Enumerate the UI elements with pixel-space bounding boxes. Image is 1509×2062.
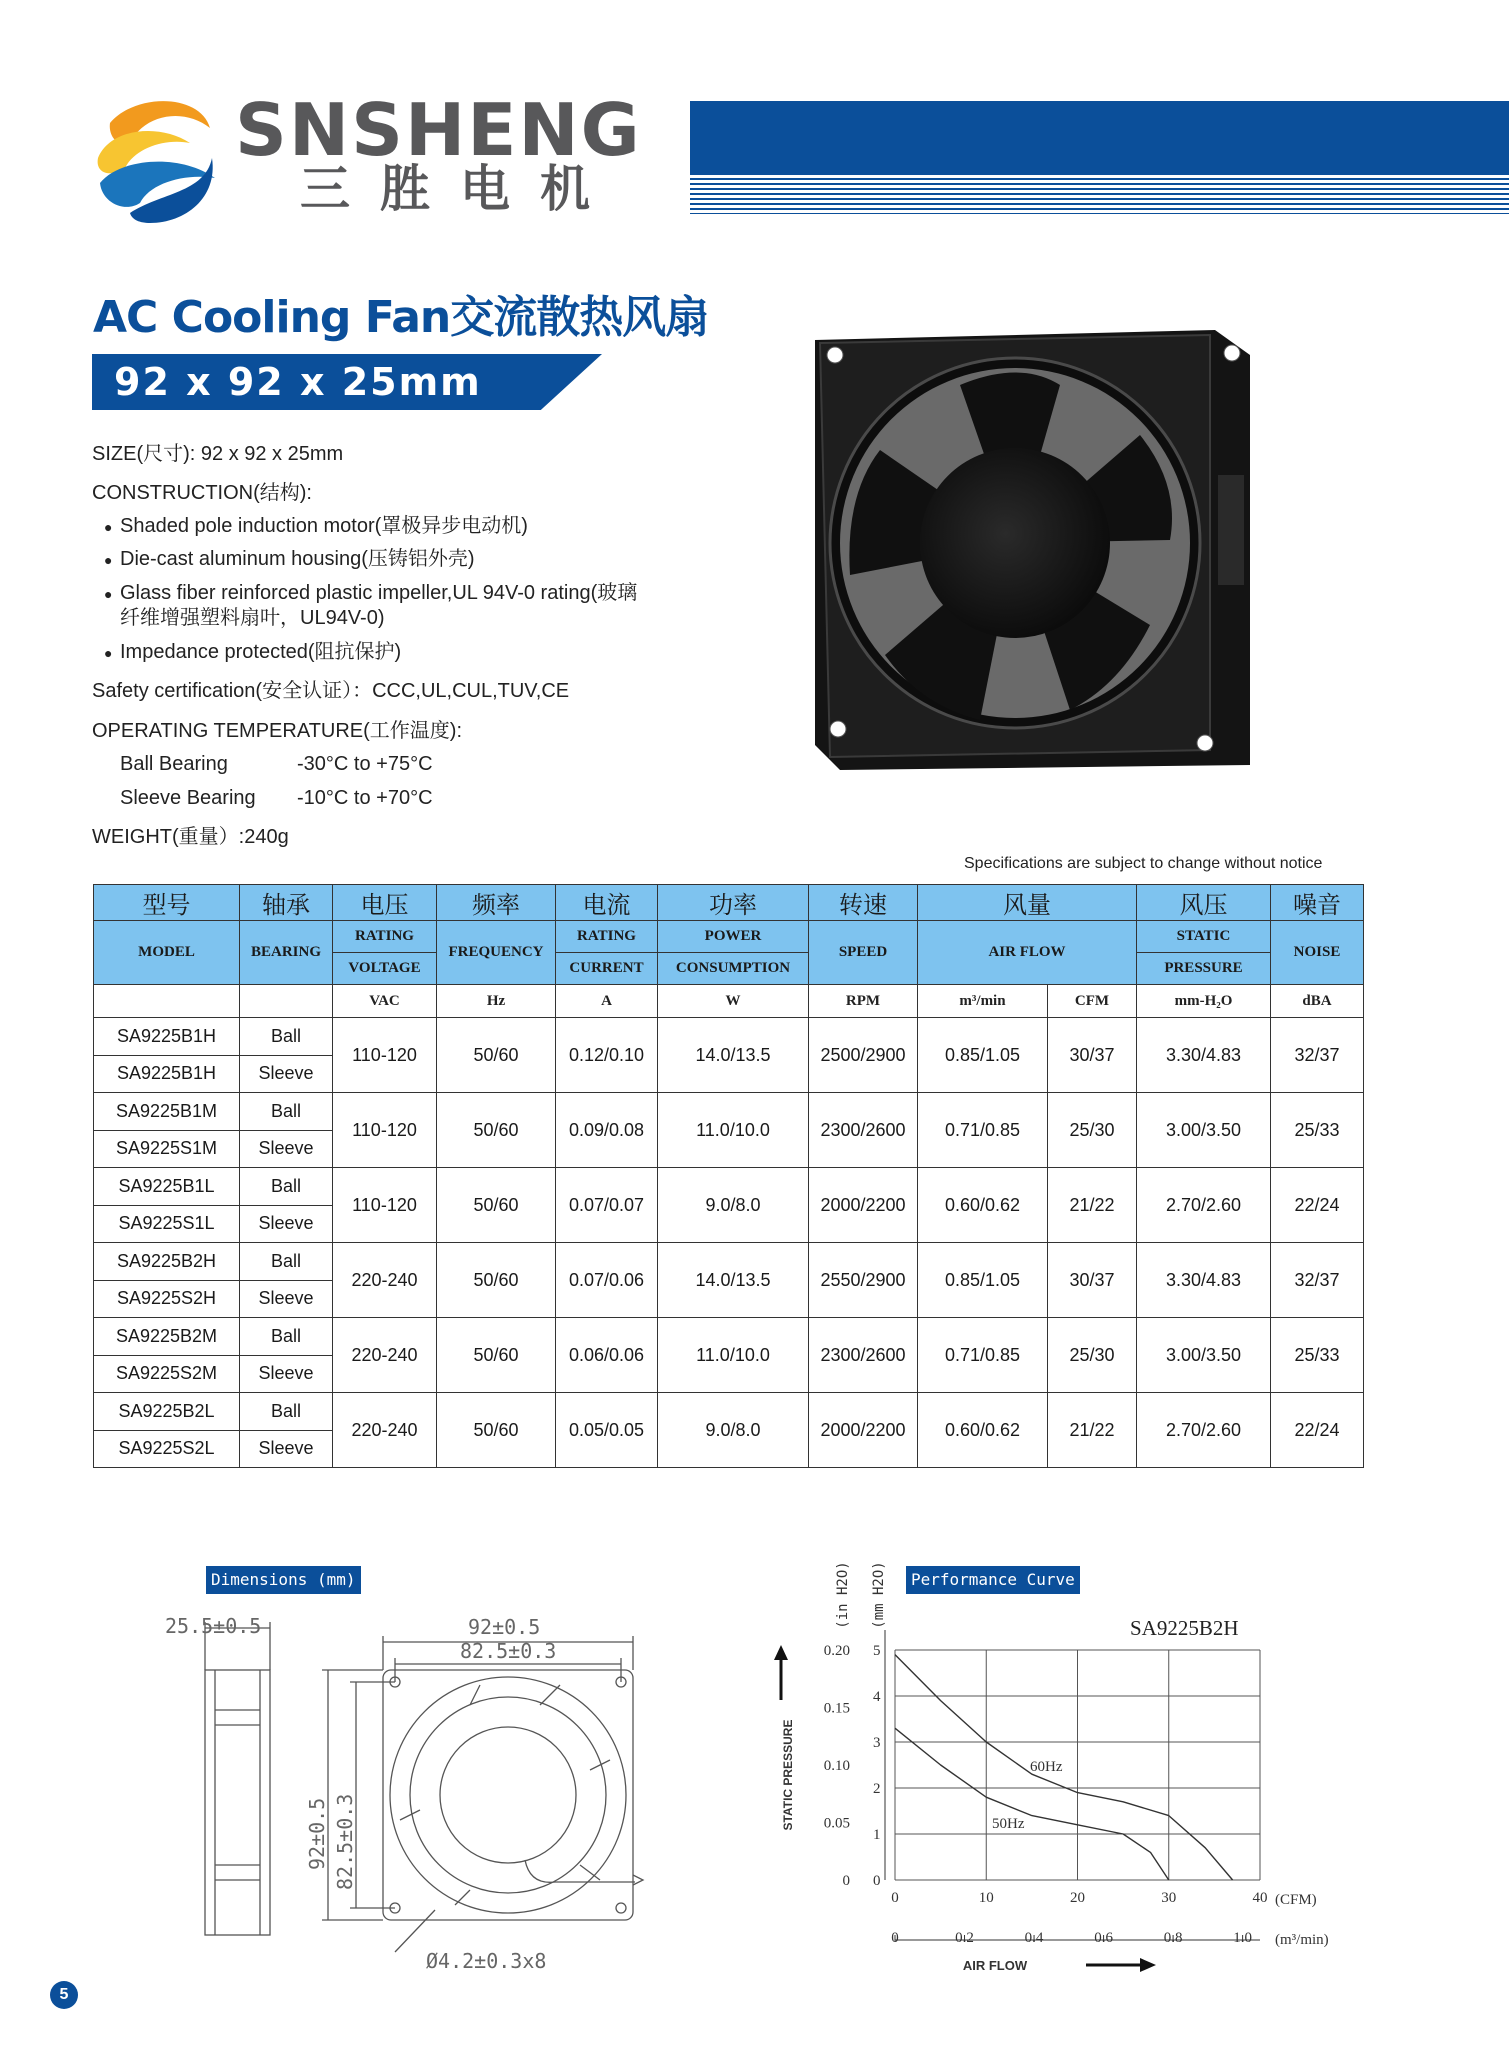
unit-cell: Hz bbox=[437, 985, 556, 1018]
unit-cell bbox=[94, 985, 240, 1018]
header-power-1: POWER bbox=[658, 921, 809, 953]
speed-cell: 2300/2600 bbox=[809, 1318, 918, 1393]
header-cn-bearing: 轴承 bbox=[240, 885, 333, 921]
model-cell: SA9225B2H bbox=[94, 1243, 240, 1281]
bearing-cell: Sleeve bbox=[240, 1280, 333, 1318]
size-banner-text: 92 x 92 x 25mm bbox=[114, 360, 482, 404]
pressure-cell: 3.30/4.83 bbox=[1137, 1018, 1271, 1093]
x-axis-title: AIR FLOW bbox=[962, 1958, 1028, 1973]
y-tick-in: 0.10 bbox=[823, 1758, 850, 1774]
unit-cell bbox=[240, 985, 333, 1018]
curve-60-label: 60Hz bbox=[1030, 1759, 1063, 1775]
x-tick-m3: 0 bbox=[891, 1930, 899, 1946]
unit-cell: m³/min bbox=[918, 985, 1048, 1018]
y-tick-in: 0.05 bbox=[823, 1815, 850, 1832]
header-voltage-1: RATING bbox=[333, 921, 437, 953]
header-cn-frequency: 频率 bbox=[437, 885, 556, 921]
power-cell: 14.0/13.5 bbox=[658, 1018, 809, 1093]
voltage-cell: 220-240 bbox=[333, 1393, 437, 1468]
unit-cell: W bbox=[658, 985, 809, 1018]
ball-bearing-value: -30°C to +75°C bbox=[297, 753, 433, 775]
table-row bbox=[94, 1318, 1364, 1356]
airflow-cfm-cell: 25/30 bbox=[1048, 1093, 1137, 1168]
bearing-cell: Ball bbox=[240, 1168, 333, 1206]
y-tick-mm: 4 bbox=[873, 1689, 881, 1705]
header-cn-model: 型号 bbox=[94, 885, 240, 921]
power-cell: 9.0/8.0 bbox=[658, 1168, 809, 1243]
dim-width-outer: 92±0.5 bbox=[468, 1615, 541, 1639]
unit-cell: VAC bbox=[333, 985, 437, 1018]
speed-cell: 2550/2900 bbox=[809, 1243, 918, 1318]
bearing-cell: Sleeve bbox=[240, 1055, 333, 1093]
current-cell: 0.06/0.06 bbox=[556, 1318, 658, 1393]
curve-50-label: 50Hz bbox=[992, 1816, 1025, 1832]
model-cell: SA9225S1M bbox=[94, 1130, 240, 1168]
bullet-item: ● Impedance protected(阻抗保护) bbox=[120, 639, 401, 665]
y-tick-mm: 3 bbox=[873, 1735, 881, 1751]
dim-height-inner: 82.5±0.3 bbox=[333, 1793, 357, 1890]
brand-name: SNSHENG bbox=[235, 88, 642, 172]
header-power-2: CONSUMPTION bbox=[658, 953, 809, 985]
cfm-unit: (CFM) bbox=[1275, 1892, 1317, 1908]
noise-cell: 32/37 bbox=[1271, 1018, 1364, 1093]
noise-cell: 22/24 bbox=[1271, 1168, 1364, 1243]
model-cell: SA9225S2L bbox=[94, 1430, 240, 1468]
model-cell: SA9225B1H bbox=[94, 1018, 240, 1056]
spec-table bbox=[93, 884, 1364, 1468]
model-cell: SA9225B1H bbox=[94, 1055, 240, 1093]
header-cn-voltage: 电压 bbox=[333, 885, 437, 921]
header-voltage-2: VOLTAGE bbox=[333, 953, 437, 985]
model-cell: SA9225B2L bbox=[94, 1393, 240, 1431]
bearing-cell: Sleeve bbox=[240, 1130, 333, 1168]
bullet-item-continued: 纤维增强塑料扇叶，UL94V-0) bbox=[120, 607, 385, 629]
bullet-item: ● Shaded pole induction motor(罩极异步电动机) bbox=[120, 513, 528, 539]
header-stripes bbox=[690, 178, 1509, 214]
spec-op-temp: OPERATING TEMPERATURE(工作温度): bbox=[92, 720, 463, 742]
frequency-cell: 50/60 bbox=[437, 1243, 556, 1318]
noise-cell: 22/24 bbox=[1271, 1393, 1364, 1468]
current-cell: 0.12/0.10 bbox=[556, 1018, 658, 1093]
current-cell: 0.07/0.06 bbox=[556, 1243, 658, 1318]
header-bearing: BEARING bbox=[240, 921, 333, 985]
bearing-cell: Ball bbox=[240, 1243, 333, 1281]
dimensions-label: Dimensions (mm) bbox=[206, 1566, 361, 1594]
model-cell: SA9225S2M bbox=[94, 1355, 240, 1393]
y-tick-in: 0 bbox=[842, 1873, 850, 1889]
header-pressure-2: PRESSURE bbox=[1137, 953, 1271, 985]
bearing-cell: Sleeve bbox=[240, 1430, 333, 1468]
airflow-cfm-cell: 30/37 bbox=[1048, 1018, 1137, 1093]
sleeve-bearing-label: Sleeve Bearing bbox=[120, 787, 256, 809]
header-current-1: RATING bbox=[556, 921, 658, 953]
current-cell: 0.09/0.08 bbox=[556, 1093, 658, 1168]
x-tick-cfm: 20 bbox=[1070, 1890, 1085, 1906]
header-cn-speed: 转速 bbox=[809, 885, 918, 921]
y-axis-mm-label: (mm H2O) bbox=[871, 1561, 887, 1629]
header-current-2: CURRENT bbox=[556, 953, 658, 985]
x-tick-cfm: 0 bbox=[891, 1890, 899, 1906]
fan-photo bbox=[810, 325, 1255, 775]
page-title: AC Cooling Fan交流散热风扇 bbox=[93, 292, 709, 343]
voltage-cell: 220-240 bbox=[333, 1243, 437, 1318]
dim-width-inner: 82.5±0.3 bbox=[460, 1639, 557, 1663]
dimensions-drawing bbox=[165, 1600, 660, 1980]
bearing-cell: Ball bbox=[240, 1018, 333, 1056]
y-tick-in: 0.20 bbox=[823, 1643, 850, 1659]
bearing-cell: Sleeve bbox=[240, 1355, 333, 1393]
m3-unit: (m³/min) bbox=[1275, 1932, 1329, 1948]
unit-cell: dBA bbox=[1271, 985, 1364, 1018]
dim-holes: Ø4.2±0.3x8 bbox=[426, 1949, 547, 1973]
header-cn-power: 功率 bbox=[658, 885, 809, 921]
pressure-cell: 2.70/2.60 bbox=[1137, 1393, 1271, 1468]
frequency-cell: 50/60 bbox=[437, 1168, 556, 1243]
pressure-cell: 3.00/3.50 bbox=[1137, 1318, 1271, 1393]
model-cell: SA9225B1L bbox=[94, 1168, 240, 1206]
airflow-m3-cell: 0.60/0.62 bbox=[918, 1393, 1048, 1468]
header-band bbox=[690, 101, 1509, 175]
speed-cell: 2500/2900 bbox=[809, 1018, 918, 1093]
header-cn-noise: 噪音 bbox=[1271, 885, 1364, 921]
table-row bbox=[94, 1018, 1364, 1056]
table-row bbox=[94, 1168, 1364, 1206]
airflow-m3-cell: 0.71/0.85 bbox=[918, 1318, 1048, 1393]
spec-weight: WEIGHT(重量）:240g bbox=[92, 826, 289, 848]
header-speed: SPEED bbox=[809, 921, 918, 985]
series-line-60Hz bbox=[895, 1655, 1233, 1880]
performance-chart bbox=[770, 1545, 1330, 1975]
current-cell: 0.05/0.05 bbox=[556, 1393, 658, 1468]
voltage-cell: 110-120 bbox=[333, 1093, 437, 1168]
voltage-cell: 110-120 bbox=[333, 1018, 437, 1093]
x-tick-m3: 0.8 bbox=[1163, 1930, 1183, 1946]
table-row bbox=[94, 1093, 1364, 1131]
spec-safety: Safety certification(安全认证）：CCC,UL,CUL,TUV,CE bbox=[92, 680, 570, 702]
noise-cell: 25/33 bbox=[1271, 1318, 1364, 1393]
header-noise: NOISE bbox=[1271, 921, 1364, 985]
voltage-cell: 220-240 bbox=[333, 1318, 437, 1393]
brand-logo-icon bbox=[90, 88, 220, 228]
model-cell: SA9225B2M bbox=[94, 1318, 240, 1356]
voltage-cell: 110-120 bbox=[333, 1168, 437, 1243]
current-cell: 0.07/0.07 bbox=[556, 1168, 658, 1243]
ball-bearing-label: Ball Bearing bbox=[120, 753, 228, 775]
brand-name-cn: 三胜电机 bbox=[300, 160, 620, 218]
speed-cell: 2000/2200 bbox=[809, 1168, 918, 1243]
unit-cell: CFM bbox=[1048, 985, 1137, 1018]
pressure-cell: 2.70/2.60 bbox=[1137, 1168, 1271, 1243]
x-tick-m3: 0.6 bbox=[1094, 1930, 1113, 1946]
up-arrow-icon bbox=[774, 1645, 788, 1660]
airflow-cfm-cell: 21/22 bbox=[1048, 1393, 1137, 1468]
header-pressure-1: STATIC bbox=[1137, 921, 1271, 953]
airflow-m3-cell: 0.85/1.05 bbox=[918, 1243, 1048, 1318]
airflow-cfm-cell: 30/37 bbox=[1048, 1243, 1137, 1318]
speed-cell: 2300/2600 bbox=[809, 1093, 918, 1168]
performance-label: Performance Curve bbox=[906, 1566, 1080, 1594]
y-tick-mm: 1 bbox=[873, 1827, 881, 1843]
pressure-cell: 3.00/3.50 bbox=[1137, 1093, 1271, 1168]
y-tick-mm: 2 bbox=[873, 1781, 881, 1797]
noise-cell: 32/37 bbox=[1271, 1243, 1364, 1318]
chart-title: SA9225B2H bbox=[1130, 1616, 1239, 1640]
airflow-cfm-cell: 25/30 bbox=[1048, 1318, 1137, 1393]
airflow-m3-cell: 0.71/0.85 bbox=[918, 1093, 1048, 1168]
model-cell: SA9225S1L bbox=[94, 1205, 240, 1243]
x-tick-m3: 0.4 bbox=[1024, 1930, 1044, 1946]
frequency-cell: 50/60 bbox=[437, 1093, 556, 1168]
model-cell: SA9225B1M bbox=[94, 1093, 240, 1131]
power-cell: 11.0/10.0 bbox=[658, 1318, 809, 1393]
header-cn-airflow: 风量 bbox=[918, 885, 1137, 921]
header-frequency: FREQUENCY bbox=[437, 921, 556, 985]
model-cell: SA9225S2H bbox=[94, 1280, 240, 1318]
table-row bbox=[94, 1393, 1364, 1431]
table-body bbox=[94, 1018, 1364, 1468]
unit-cell: RPM bbox=[809, 985, 918, 1018]
header-airflow: AIR FLOW bbox=[918, 921, 1137, 985]
airflow-m3-cell: 0.85/1.05 bbox=[918, 1018, 1048, 1093]
speed-cell: 2000/2200 bbox=[809, 1393, 918, 1468]
spec-size: SIZE(尺寸): 92 x 92 x 25mm bbox=[92, 443, 344, 465]
bearing-cell: Ball bbox=[240, 1393, 333, 1431]
x-tick-m3: 1.0 bbox=[1233, 1930, 1252, 1946]
x-tick-cfm: 30 bbox=[1161, 1890, 1177, 1906]
bullet-item: ● Die-cast aluminum housing(压铸铝外壳) bbox=[120, 546, 475, 572]
bullet-item: ● Glass fiber reinforced plastic impeller,UL 94V-0 rating(玻璃 bbox=[120, 580, 637, 606]
airflow-m3-cell: 0.60/0.62 bbox=[918, 1168, 1048, 1243]
spec-construction: CONSTRUCTION(结构): bbox=[92, 482, 312, 504]
noise-cell: 25/33 bbox=[1271, 1093, 1364, 1168]
dim-height-outer: 92±0.5 bbox=[305, 1797, 329, 1870]
sleeve-bearing-value: -10°C to +70°C bbox=[297, 787, 433, 809]
header-model: MODEL bbox=[94, 921, 240, 985]
airflow-cfm-cell: 21/22 bbox=[1048, 1168, 1137, 1243]
page-number: 5 bbox=[50, 1981, 78, 2009]
table-row bbox=[94, 1243, 1364, 1281]
y-axis-title: STATIC PRESSURE bbox=[781, 1719, 795, 1831]
power-cell: 11.0/10.0 bbox=[658, 1093, 809, 1168]
pressure-cell: 3.30/4.83 bbox=[1137, 1243, 1271, 1318]
x-tick-cfm: 40 bbox=[1252, 1890, 1268, 1906]
bearing-cell: Ball bbox=[240, 1318, 333, 1356]
y-tick-mm: 5 bbox=[873, 1643, 881, 1659]
header-cn-current: 电流 bbox=[556, 885, 658, 921]
x-tick-cfm: 10 bbox=[978, 1890, 994, 1906]
frequency-cell: 50/60 bbox=[437, 1318, 556, 1393]
power-cell: 14.0/13.5 bbox=[658, 1243, 809, 1318]
notice-text: Specifications are subject to change without notice bbox=[964, 855, 1323, 872]
power-cell: 9.0/8.0 bbox=[658, 1393, 809, 1468]
y-axis-in-label: (in H2O) bbox=[835, 1561, 851, 1629]
frequency-cell: 50/60 bbox=[437, 1393, 556, 1468]
series-line-50Hz bbox=[895, 1728, 1169, 1880]
x-tick-m3: 0.2 bbox=[955, 1930, 974, 1946]
frequency-cell: 50/60 bbox=[437, 1018, 556, 1093]
bearing-cell: Sleeve bbox=[240, 1205, 333, 1243]
y-tick-in: 0.15 bbox=[823, 1700, 850, 1717]
y-tick-mm: 0 bbox=[873, 1873, 881, 1889]
dim-depth: 25.5±0.5 bbox=[165, 1614, 262, 1638]
bearing-cell: Ball bbox=[240, 1093, 333, 1131]
unit-cell: A bbox=[556, 985, 658, 1018]
header-cn-pressure: 风压 bbox=[1137, 885, 1271, 921]
unit-cell: mm-H₂O bbox=[1137, 985, 1271, 1018]
right-arrow-icon bbox=[1140, 1958, 1156, 1972]
